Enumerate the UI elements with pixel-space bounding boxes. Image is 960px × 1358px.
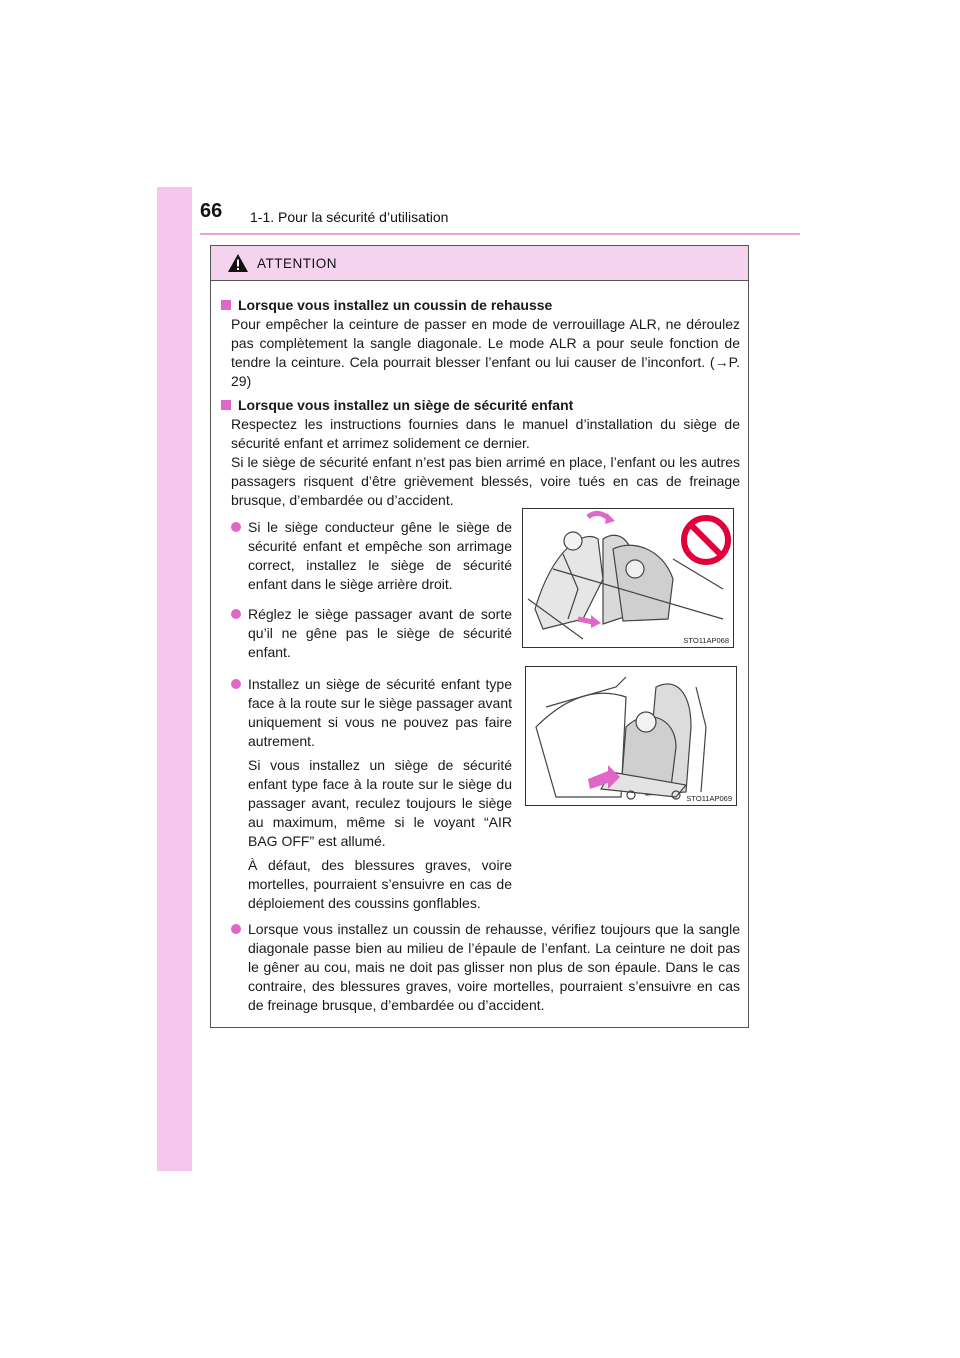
figure-forward-facing-seat <box>525 666 737 806</box>
figure-driver-seat-prohibited <box>522 508 734 648</box>
warning-triangle-icon <box>227 253 249 273</box>
section-title: 1-1. Pour la sécurité d’utilisation <box>250 209 449 225</box>
section-text-booster: Pour empêcher la ceinture de passer en mode de verrouillage ALR, ne déroulez pas complètement la sangle diagonale. Le mode ALR a pour seule fonction de tendre la ceinture. Cela pourrait blesser l’enfant ou lui causer de l’inconfort. (→P. 29) <box>231 316 740 389</box>
figure-code: STO11AP069 <box>686 794 732 803</box>
square-bullet-icon <box>221 300 231 310</box>
bullet-item: Si le siège conducteur gêne le siège de sécurité enfant et empêche son arrimage correct, installez le siège de sécurité enfant dans le siège arrière droit. <box>219 518 512 599</box>
bullet-item: Installez un siège de sécurité enfant type face à la route sur le siège passager avant uniquement si vous ne pouvez pas faire autrement. Si vous installez un siège de sécurité enfant type face à la route sur le siège du passager avant, reculez toujours le siège au maximum, même si le voyant “AIR BAG OFF” est allumé. À défaut, des blessures graves, voire mortelles, pourraient s’ensuivre en cas de déploiement des coussins gonflables. <box>219 675 512 918</box>
section-text-child-seat: Respectez les instructions fournies dans le manuel d’installation du siège de sécurité enfant et arrimez solidement ce dernier. Si le siège de sécurité enfant n’est pas bien arrimé en place, l’enfant ou les autres passagers risquent d’être grièvement blessés, voire tués en cas de freinage brusque, d’embardée ou d’accident. <box>231 416 740 508</box>
header-rule <box>200 233 800 235</box>
seat-illustration <box>523 509 733 647</box>
round-bullet-icon <box>231 609 241 619</box>
bullet-item: Lorsque vous installez un coussin de rehausse, vérifiez toujours que la sangle diagonale passe bien au milieu de l’épaule de l’enfant. La ceinture ne doit pas le gêner au cou, mais ne doit pas glisser non plus de son épaule. Dans le cas contraire, des blessures graves, voire mortelles, pourraient s’ensuivre en cas de freinage brusque, d’embardée ou d’accident. <box>219 920 740 1020</box>
warning-header <box>211 246 748 281</box>
round-bullet-icon <box>231 522 241 532</box>
section-heading-booster: Lorsque vous installez un coussin de rehausse <box>219 296 740 315</box>
warning-title: ATTENTION <box>257 255 337 271</box>
section-heading-child-seat: Lorsque vous installez un siège de sécurité enfant <box>219 396 740 415</box>
figure-code: STO11AP068 <box>683 636 729 645</box>
page-number: 66 <box>200 200 223 222</box>
bullet-column <box>219 518 512 918</box>
round-bullet-icon <box>231 679 241 689</box>
square-bullet-icon <box>221 400 231 410</box>
round-bullet-icon <box>231 924 241 934</box>
side-tab-band <box>157 187 192 1171</box>
bullet-item: Réglez le siège passager avant de sorte qu’il ne gêne pas le siège de sécurité enfant. <box>219 605 512 667</box>
warning-body <box>211 281 748 1020</box>
seat-illustration <box>526 667 736 805</box>
